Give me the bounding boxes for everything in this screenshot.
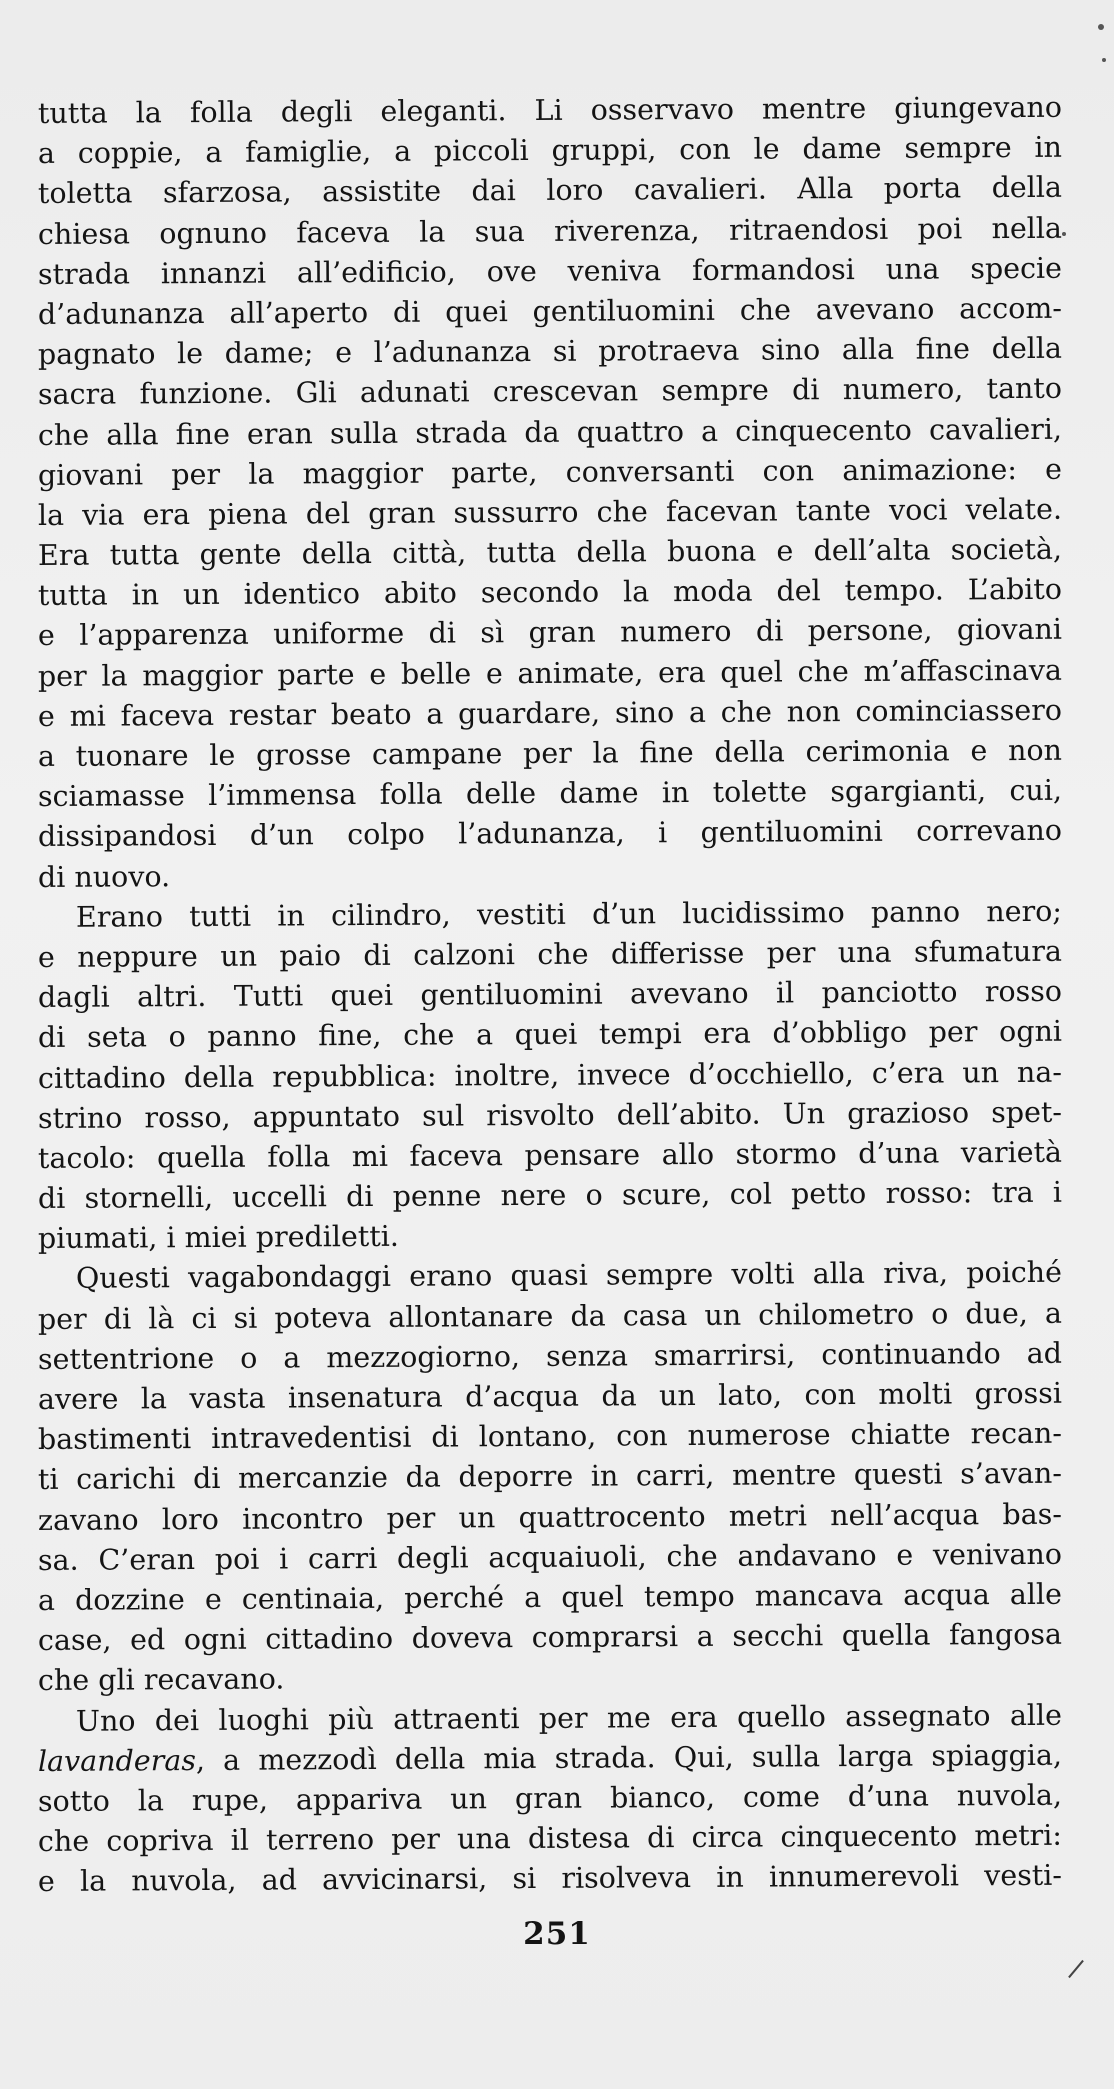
- text-line: pagnato le dame; e l’adunanza si protraeva sino alla fine della: [37, 331, 1063, 372]
- text-line: Questi vagabondaggi erano quasi sempre volti alla riva, poiché: [75, 1256, 1063, 1296]
- text-line: di stornelli, uccelli di penne nere o scure, col petto rosso: tra i: [37, 1175, 1063, 1216]
- body-text: [37, 90, 1063, 1902]
- text-line: tutta la folla degli eleganti. Li osservavo mentre giungevano: [37, 90, 1063, 130]
- page-number: 251: [523, 1916, 591, 1952]
- text-line-rest: , a mezzodì della mia strada. Qui, sulla larga spiaggia,: [195, 1738, 1063, 1777]
- text-line: d’adunanza all’aperto di quei gentiluomini che avevano accom-: [37, 291, 1063, 331]
- text-line: case, ed ogni cittadino doveva comprarsi a secchi quella fangosa: [37, 1617, 1063, 1658]
- text-line: avere la vasta insenatura d’acqua da un lato, con molti grossi: [37, 1376, 1063, 1416]
- dust-speck: [1062, 232, 1066, 236]
- text-line: strino rosso, appuntato sul risvolto dell’abito. Un grazioso spet-: [37, 1095, 1063, 1135]
- text-line: strada innanzi all’edificio, ove veniva formandosi una specie: [37, 251, 1063, 291]
- text-line: a coppie, a famiglie, a piccoli gruppi, con le dame sempre in: [37, 130, 1063, 171]
- text-line: di nuovo.: [37, 859, 171, 894]
- text-line: sotto la rupe, appariva un gran bianco, come d’una nuvola,: [37, 1778, 1063, 1818]
- text-line: sa. C’eran poi i carri degli acquaiuoli, che andavano e venivano: [37, 1537, 1063, 1577]
- text-line: per la maggior parte e belle e animate, era quel che m’affascinava: [37, 653, 1063, 693]
- text-line: che gli recavano.: [37, 1662, 285, 1698]
- text-line: di seta o panno fine, che a quei tempi era d’obbligo per ogni: [37, 1015, 1063, 1055]
- text-line: Erano tutti in cilindro, vestiti d’un lucidissimo panno nero;: [75, 894, 1063, 934]
- dust-speck: [1102, 58, 1106, 62]
- text-line: Uno dei luoghi più attraenti per me era quello assegnato alle: [75, 1698, 1063, 1738]
- text-line: dagli altri. Tutti quei gentiluomini avevano il panciotto rosso: [37, 974, 1063, 1015]
- text-line: Era tutta gente della città, tutta della buona e dell’alta società,: [37, 532, 1063, 573]
- text-line: sciamasse l’immensa folla delle dame in tolette sgargianti, cui,: [37, 773, 1063, 814]
- text-line: cittadino della repubblica: inoltre, invece d’occhiello, c’era un na-: [37, 1055, 1063, 1095]
- text-line: e mi faceva restar beato a guardare, sino a che non cominciassero: [37, 693, 1063, 733]
- text-line: [38, 1735, 1062, 1781]
- text-line: che alla fine eran sulla strada da quattro a cinquecento cavalieri,: [37, 412, 1063, 452]
- dust-speck: [1098, 24, 1104, 30]
- text-line: e l’apparenza uniforme di sì gran numero di persone, giovani: [37, 613, 1063, 653]
- italic-word: lavanderas: [37, 1743, 197, 1778]
- text-line: dissipandosi d’un colpo l’adunanza, i gentiluomini correvano: [37, 814, 1063, 854]
- text-line: e la nuvola, ad avvicinarsi, si risolveva in innumerevoli vesti-: [37, 1858, 1063, 1899]
- text-line: la via era piena del gran sussurro che facevan tante voci velate.: [37, 492, 1063, 532]
- text-line: giovani per la maggior parte, conversanti con animazione: e: [37, 452, 1063, 492]
- paper-scratch: [1068, 1960, 1084, 1978]
- text-line: tacolo: quella folla mi faceva pensare allo stormo d’una varietà: [37, 1135, 1063, 1175]
- text-line: e neppure un paio di calzoni che differisse per una sfumatura: [37, 934, 1063, 974]
- text-line: sacra funzione. Gli adunati crescevan sempre di numero, tanto: [37, 372, 1063, 412]
- text-line: chiesa ognuno faceva la sua riverenza, ritraendosi poi nella: [37, 211, 1063, 251]
- text-line: toletta sfarzosa, assistite dai loro cavalieri. Alla porta della: [37, 171, 1063, 211]
- text-line: bastimenti intravedentisi di lontano, con numerose chiatte recan-: [37, 1416, 1063, 1457]
- text-line: piumati, i miei prediletti.: [37, 1220, 400, 1256]
- text-line: ti carichi di mercanzie da deporre in carri, mentre questi s’avan-: [37, 1457, 1063, 1497]
- text-line: zavano loro incontro per un quattrocento metri nell’acqua bas-: [37, 1497, 1063, 1537]
- text-line: che copriva il terreno per una distesa di circa cinquecento metri:: [37, 1818, 1063, 1859]
- text-line: settentrione o a mezzogiorno, senza smarrirsi, continuando ad: [37, 1336, 1063, 1376]
- text-line: per di là ci si poteva allontanare da casa un chilometro o due, a: [37, 1296, 1063, 1336]
- text-line: a dozzine e centinaia, perché a quel tempo mancava acqua alle: [37, 1577, 1063, 1617]
- text-line: a tuonare le grosse campane per la fine della cerimonia e non: [37, 733, 1063, 773]
- text-line: tutta in un identico abito secondo la moda del tempo. L’abito: [37, 572, 1063, 613]
